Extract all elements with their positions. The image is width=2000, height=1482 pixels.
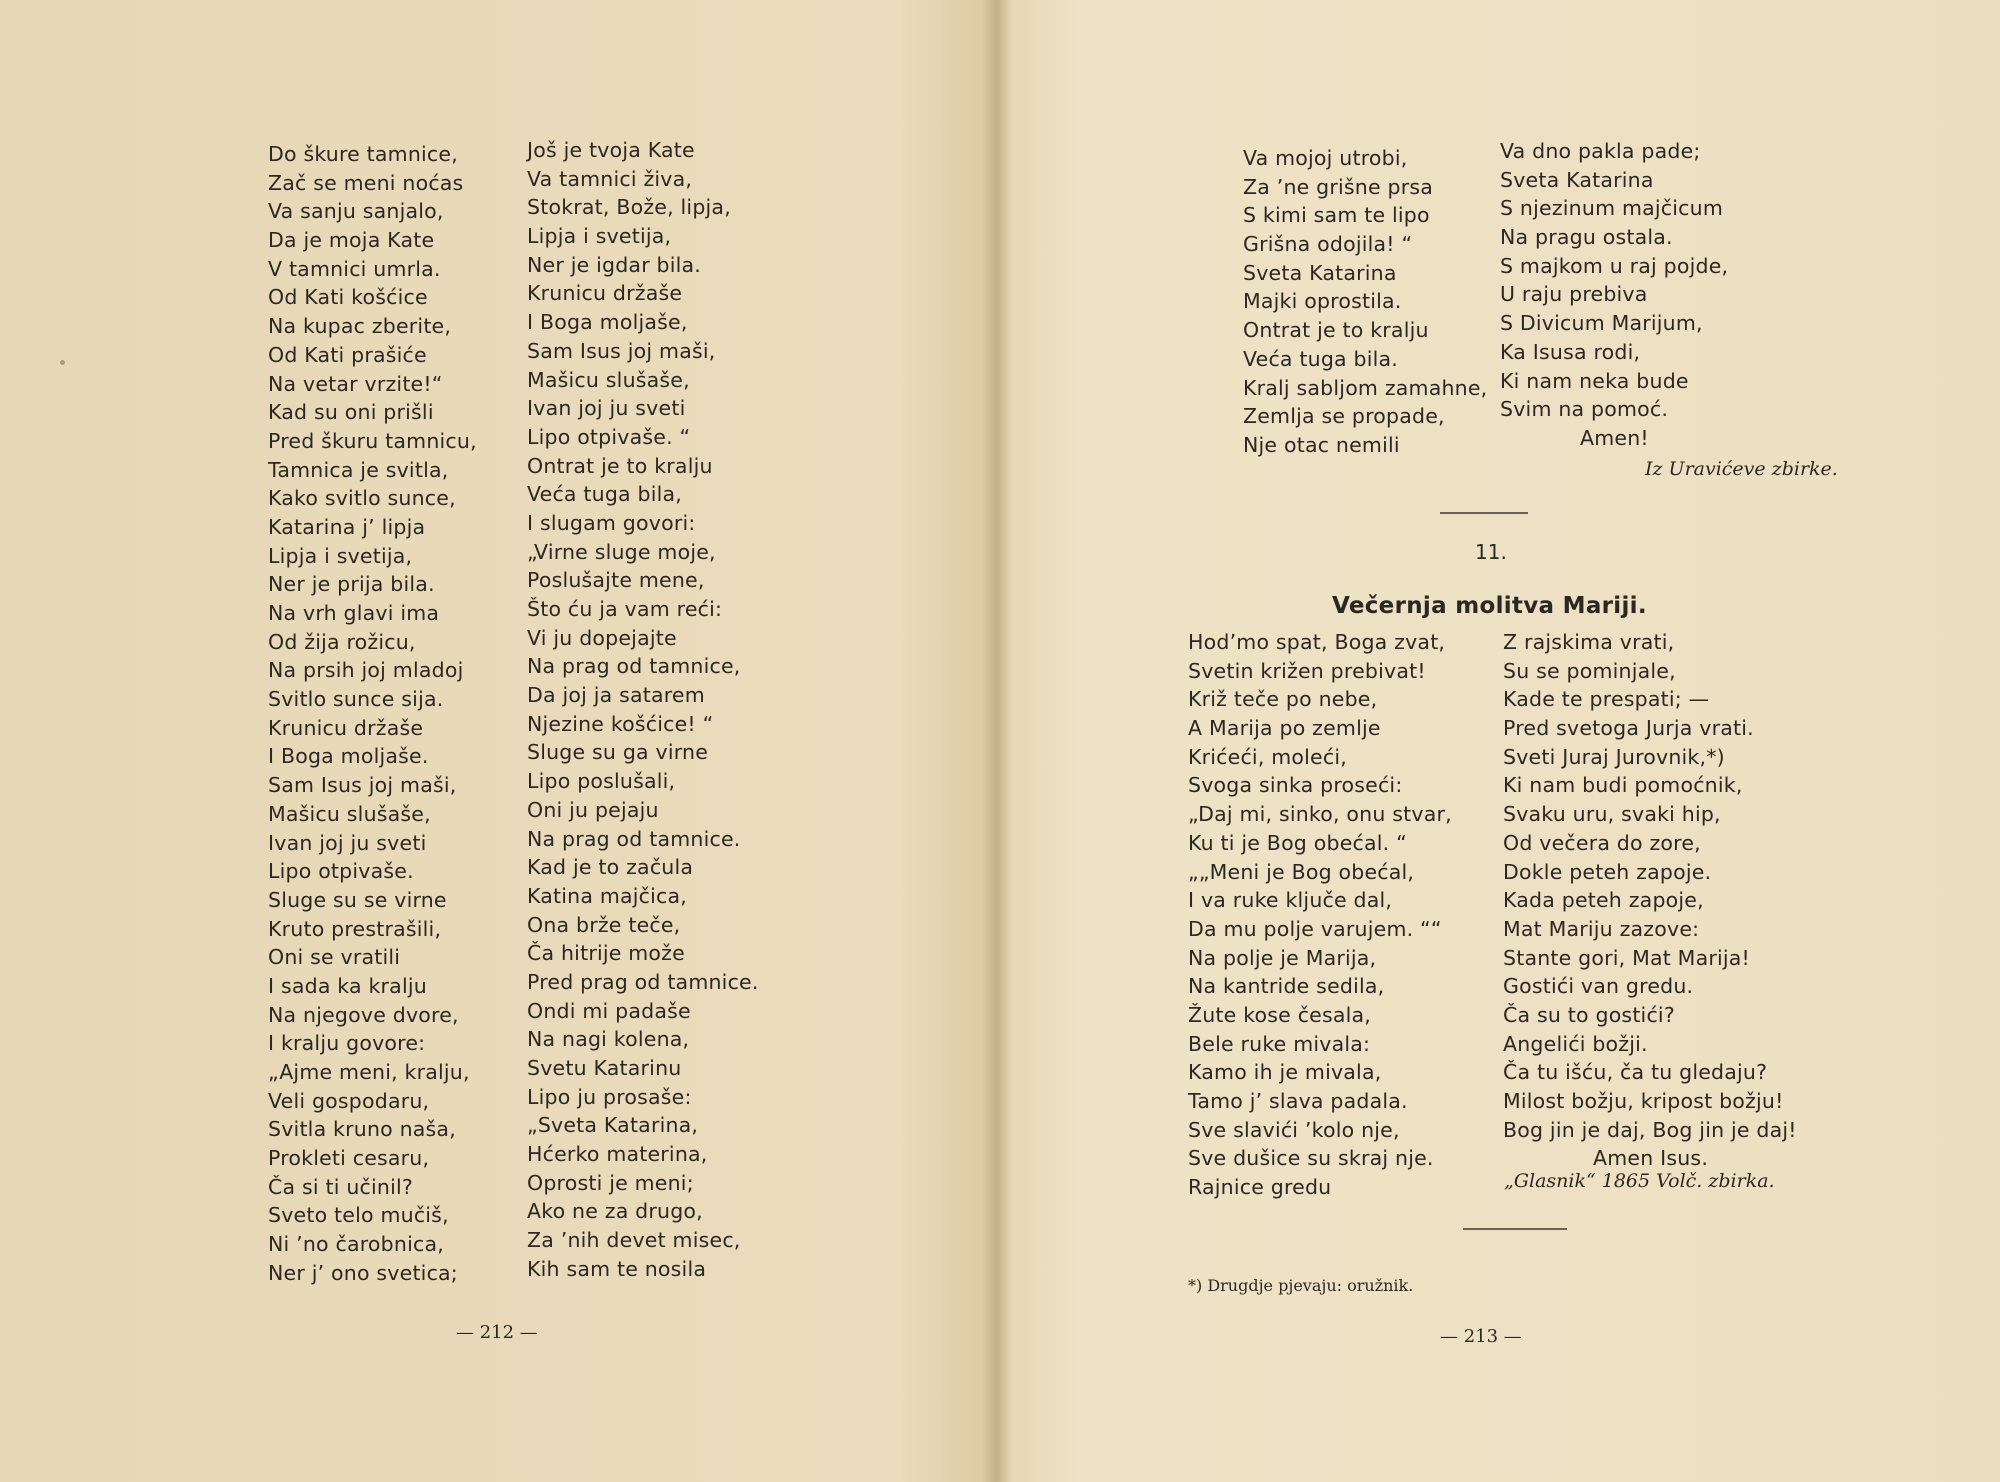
- poem-line: Ontrat je to kralju: [1243, 318, 1429, 343]
- poem-line: Na kupac zberite,: [268, 314, 452, 339]
- poem-line: Do škure tamnice,: [268, 142, 458, 166]
- poem-line: Kralj sabljom zamahne,: [1243, 375, 1488, 400]
- poem-line: Grišna odojila! “: [1243, 232, 1413, 257]
- poem-line: Va tamnici živa,: [527, 166, 693, 191]
- poem-line: Su se pominjale,: [1503, 658, 1676, 683]
- poem-line: Od Kati košćice: [268, 285, 428, 310]
- poem-line: Ivan joj ju sveti: [268, 830, 427, 855]
- poem-line: Svoga sinka proseći:: [1188, 773, 1403, 798]
- poem-line: Da mu polje varujem. ““: [1188, 916, 1442, 941]
- poem-line: Lipo otpivaše. “: [527, 424, 691, 449]
- poem-line: Kad je to začula: [527, 855, 694, 880]
- poem-line: Ča tu išću, ča tu gledaju?: [1503, 1060, 1768, 1085]
- poem-line: Pred prag od tamnice.: [527, 969, 759, 994]
- poem-line: Lipo otpivaše.: [268, 859, 414, 884]
- poem-line: Katina majčica,: [527, 883, 687, 908]
- poem-line: Ner je igdar bila.: [527, 252, 702, 277]
- poem-line: Stante gori, Mat Marija!: [1503, 945, 1750, 970]
- poem-line: Što ću ja vam reći:: [527, 597, 723, 621]
- poem-line: Sluge su se virne: [268, 887, 447, 912]
- poem-line: Zač se meni noćas: [268, 170, 464, 195]
- section-title: Večernja molitva Mariji.: [1332, 593, 1647, 619]
- poem-line: Milost božju, kripost božju!: [1503, 1089, 1784, 1113]
- poem-line: Ner je prija bila.: [268, 572, 435, 597]
- poem-line: Da je moja Kate: [268, 228, 435, 253]
- poem-line: I sada ka kralju: [268, 973, 427, 998]
- poem-line: Ondi mi padaše: [527, 998, 691, 1023]
- poem-line: I kralju govore:: [268, 1031, 426, 1056]
- poem-line: S kimi sam te lipo: [1243, 203, 1430, 228]
- poem-line: Na prsih joj mladoj: [268, 658, 464, 683]
- poem-line: Amen Isus.: [1593, 1146, 1709, 1171]
- poem-line: Tamnica je svitla,: [268, 457, 449, 482]
- poem-line: Na pragu ostala.: [1500, 225, 1673, 250]
- poem-line: S njezinum majčicum: [1500, 196, 1723, 221]
- poem-line: I va ruke ključe dal,: [1188, 888, 1393, 913]
- footnote-divider: [1463, 1228, 1567, 1230]
- right-page-column-4: [1503, 628, 1797, 1173]
- left-page-column-2: [527, 136, 759, 1284]
- poem-line: Veli gospodaru,: [268, 1088, 430, 1113]
- poem-line: Od žija rožicu,: [268, 629, 416, 654]
- poem-line: Ner j’ ono svetica;: [268, 1260, 458, 1285]
- poem-line: Nje otac nemili: [1243, 432, 1400, 457]
- poem-line: Na njegove dvore,: [268, 1002, 459, 1027]
- poem-line: Još je tvoja Kate: [527, 138, 695, 162]
- poem-line: I Boga moljaše,: [527, 310, 688, 335]
- poem-line: Veća tuga bila,: [527, 482, 682, 507]
- poem-line: Da joj ja satarem: [527, 683, 705, 708]
- poem-line: Kad su oni prišli: [268, 400, 434, 425]
- poem-line: I slugam govori:: [527, 510, 696, 535]
- poem-line: Ča si ti učinil?: [268, 1174, 413, 1199]
- poem-line: Veća tuga bila.: [1243, 346, 1398, 371]
- poem-line: Poslušajte mene,: [527, 568, 705, 593]
- poem-line: Ontrat je to kralju: [527, 453, 713, 478]
- poem-line: Z rajskima vrati,: [1503, 630, 1675, 654]
- poem-line: Križ teče po nebe,: [1188, 687, 1378, 712]
- poem-line: Oni se vratili: [268, 945, 401, 970]
- poem-line: Stokrat, Bože, lipja,: [527, 195, 731, 220]
- poem-line: Sam Isus joj maši,: [527, 338, 716, 363]
- poem-line: Od večera do zore,: [1503, 830, 1701, 855]
- poem-line: S majkom u raj pojde,: [1500, 253, 1729, 278]
- poem-line: „Sveta Katarina,: [527, 1113, 699, 1138]
- poem-line: Svetin križen prebivat!: [1188, 658, 1426, 683]
- footnote: *) Drugdje pjevaju: oružnik.: [1188, 1276, 1414, 1295]
- poem-line: Kruto prestrašili,: [268, 916, 442, 941]
- poem-line: Na kantride sedila,: [1188, 974, 1385, 999]
- poem-line: Dokle peteh zapoje.: [1503, 859, 1712, 884]
- poem-line: Na polje je Marija,: [1188, 945, 1377, 970]
- poem-line: Krićeći, moleći,: [1188, 744, 1347, 769]
- poem-line: Na vetar vrzite!“: [268, 371, 443, 396]
- poem-line: Svetu Katarinu: [527, 1056, 682, 1080]
- poem-line: A Marija po zemlje: [1188, 716, 1381, 741]
- poem-line: Kade te prespati; —: [1503, 687, 1710, 712]
- section-number: 11.: [1475, 540, 1507, 564]
- poem-line: Angelići božji.: [1503, 1031, 1648, 1056]
- poem-line: Na vrh glavi ima: [268, 601, 440, 625]
- poem-line: „Ajme meni, kralju,: [268, 1060, 470, 1084]
- source-citation-uraviceve: Iz Uravićeve zbirke.: [1645, 458, 1838, 480]
- poem-line: Lipo ju prosaše:: [527, 1084, 692, 1109]
- poem-line: Ona brže teče,: [527, 912, 681, 937]
- poem-line: Oprosti je meni;: [527, 1170, 694, 1195]
- poem-line: Va mojoj utrobi,: [1243, 146, 1408, 170]
- poem-line: Ki nam budi pomoćnik,: [1503, 773, 1743, 798]
- poem-line: Mašicu slušaše,: [527, 367, 690, 392]
- poem-line: „Daj mi, sinko, onu stvar,: [1188, 802, 1452, 827]
- poem-line: Rajnice gredu: [1188, 1175, 1332, 1200]
- poem-line: Amen!: [1580, 425, 1649, 450]
- poem-line: Gostići van gredu.: [1503, 974, 1694, 999]
- page-number-213: — 213 —: [1440, 1326, 1522, 1347]
- poem-line: Sveti Juraj Jurovnik,*): [1503, 744, 1725, 769]
- poem-line: S Divicum Marijum,: [1500, 311, 1703, 336]
- poem-line: Bog jin je daj, Bog jin je daj!: [1503, 1117, 1797, 1142]
- poem-line: Zemlja se propade,: [1243, 404, 1445, 429]
- poem-line: Hod’mo spat, Boga zvat,: [1188, 630, 1446, 654]
- poem-line: Svitla kruno naša,: [268, 1117, 456, 1142]
- poem-line: Sve dušice su skraj nje.: [1188, 1146, 1434, 1171]
- poem-line: Od Kati prašiće: [268, 342, 427, 367]
- right-page-column-3: [1188, 628, 1452, 1202]
- poem-line: Vi ju dopejajte: [527, 625, 677, 650]
- poem-line: Mat Mariju zazove:: [1503, 916, 1700, 941]
- poem-line: Pred svetoga Jurja vrati.: [1503, 716, 1754, 741]
- poem-line: Sve slavići ’kolo nje,: [1188, 1117, 1400, 1142]
- left-page: [0, 0, 990, 1482]
- section-divider: [1440, 512, 1528, 514]
- poem-line: Na nagi kolena,: [527, 1027, 690, 1052]
- poem-line: Sveta Katarina: [1243, 260, 1397, 285]
- poem-line: „„Meni je Bog obećal,: [1188, 859, 1415, 884]
- poem-line: Za ’ne grišne prsa: [1243, 174, 1433, 199]
- poem-line: „Virne sluge moje,: [527, 539, 716, 564]
- poem-line: Ča hitrije može: [527, 941, 685, 966]
- poem-line: Krunicu držaše: [527, 281, 683, 306]
- poem-line: Bele ruke mivala:: [1188, 1031, 1371, 1056]
- poem-line: Hćerko materina,: [527, 1142, 708, 1167]
- poem-line: Sam Isus joj maši,: [268, 773, 457, 798]
- poem-line: V tamnici umrla.: [268, 256, 441, 281]
- page-number-212: — 212 —: [456, 1322, 538, 1343]
- poem-line: Žute kose česala,: [1188, 1002, 1371, 1027]
- poem-line: Kih sam te nosila: [527, 1256, 707, 1281]
- poem-line: U raju prebiva: [1500, 282, 1648, 307]
- poem-line: Ni ’no čarobnica,: [268, 1232, 444, 1257]
- poem-line: Sveta Katarina: [1500, 167, 1654, 192]
- poem-line: Ivan joj ju sveti: [527, 396, 686, 421]
- poem-line: Oni ju pejaju: [527, 797, 659, 822]
- poem-line: Ku ti je Bog obećal. “: [1188, 830, 1407, 855]
- poem-line: Katarina j’ lipja: [268, 514, 426, 539]
- right-page-column-1: [1243, 144, 1487, 460]
- poem-line: Va sanju sanjalo,: [268, 199, 444, 224]
- poem-line: Lipo poslušali,: [527, 769, 676, 794]
- poem-line: Ako ne za drugo,: [527, 1199, 703, 1224]
- poem-line: Na prag od tamnice,: [527, 654, 741, 679]
- poem-line: Ki nam neka bude: [1500, 368, 1689, 393]
- poem-line: Prokleti cesaru,: [268, 1146, 430, 1171]
- paper-speck: [60, 360, 65, 365]
- poem-line: Ča su to gostići?: [1503, 1002, 1675, 1027]
- source-citation-glasnik: „Glasnik“ 1865 Volč. zbirka.: [1504, 1170, 1775, 1192]
- poem-line: Mašicu slušaše,: [268, 801, 431, 826]
- poem-line: Njezine košćice! “: [527, 711, 714, 736]
- poem-line: Krunicu držaše: [268, 715, 424, 740]
- poem-line: I Boga moljaše.: [268, 744, 429, 769]
- poem-line: Za ’nih devet misec,: [527, 1228, 741, 1253]
- poem-line: Kada peteh zapoje,: [1503, 888, 1704, 913]
- right-page-column-2: [1500, 137, 1728, 453]
- poem-line: Lipja i svetija,: [268, 543, 413, 568]
- poem-line: Na prag od tamnice.: [527, 826, 741, 851]
- left-page-column-1: [268, 140, 477, 1288]
- poem-line: Sluge su ga virne: [527, 740, 709, 765]
- poem-line: Ka Isusa rodi,: [1500, 339, 1641, 364]
- poem-line: Lipja i svetija,: [527, 224, 672, 249]
- poem-line: Svim na pomoć.: [1500, 397, 1669, 422]
- poem-line: Majki oprostila.: [1243, 289, 1402, 314]
- poem-line: Pred škuru tamnicu,: [268, 428, 477, 453]
- right-page: [1000, 0, 2000, 1482]
- poem-line: Va dno pakla pade;: [1500, 139, 1701, 163]
- poem-line: Sveto telo mučiš,: [268, 1203, 449, 1228]
- poem-line: Kamo ih je mivala,: [1188, 1060, 1382, 1085]
- poem-line: Svaku uru, svaki hip,: [1503, 802, 1721, 827]
- poem-line: Svitlo sunce sija.: [268, 687, 444, 712]
- poem-line: Tamo j’ slava padala.: [1188, 1089, 1408, 1113]
- poem-line: Kako svitlo sunce,: [268, 486, 456, 511]
